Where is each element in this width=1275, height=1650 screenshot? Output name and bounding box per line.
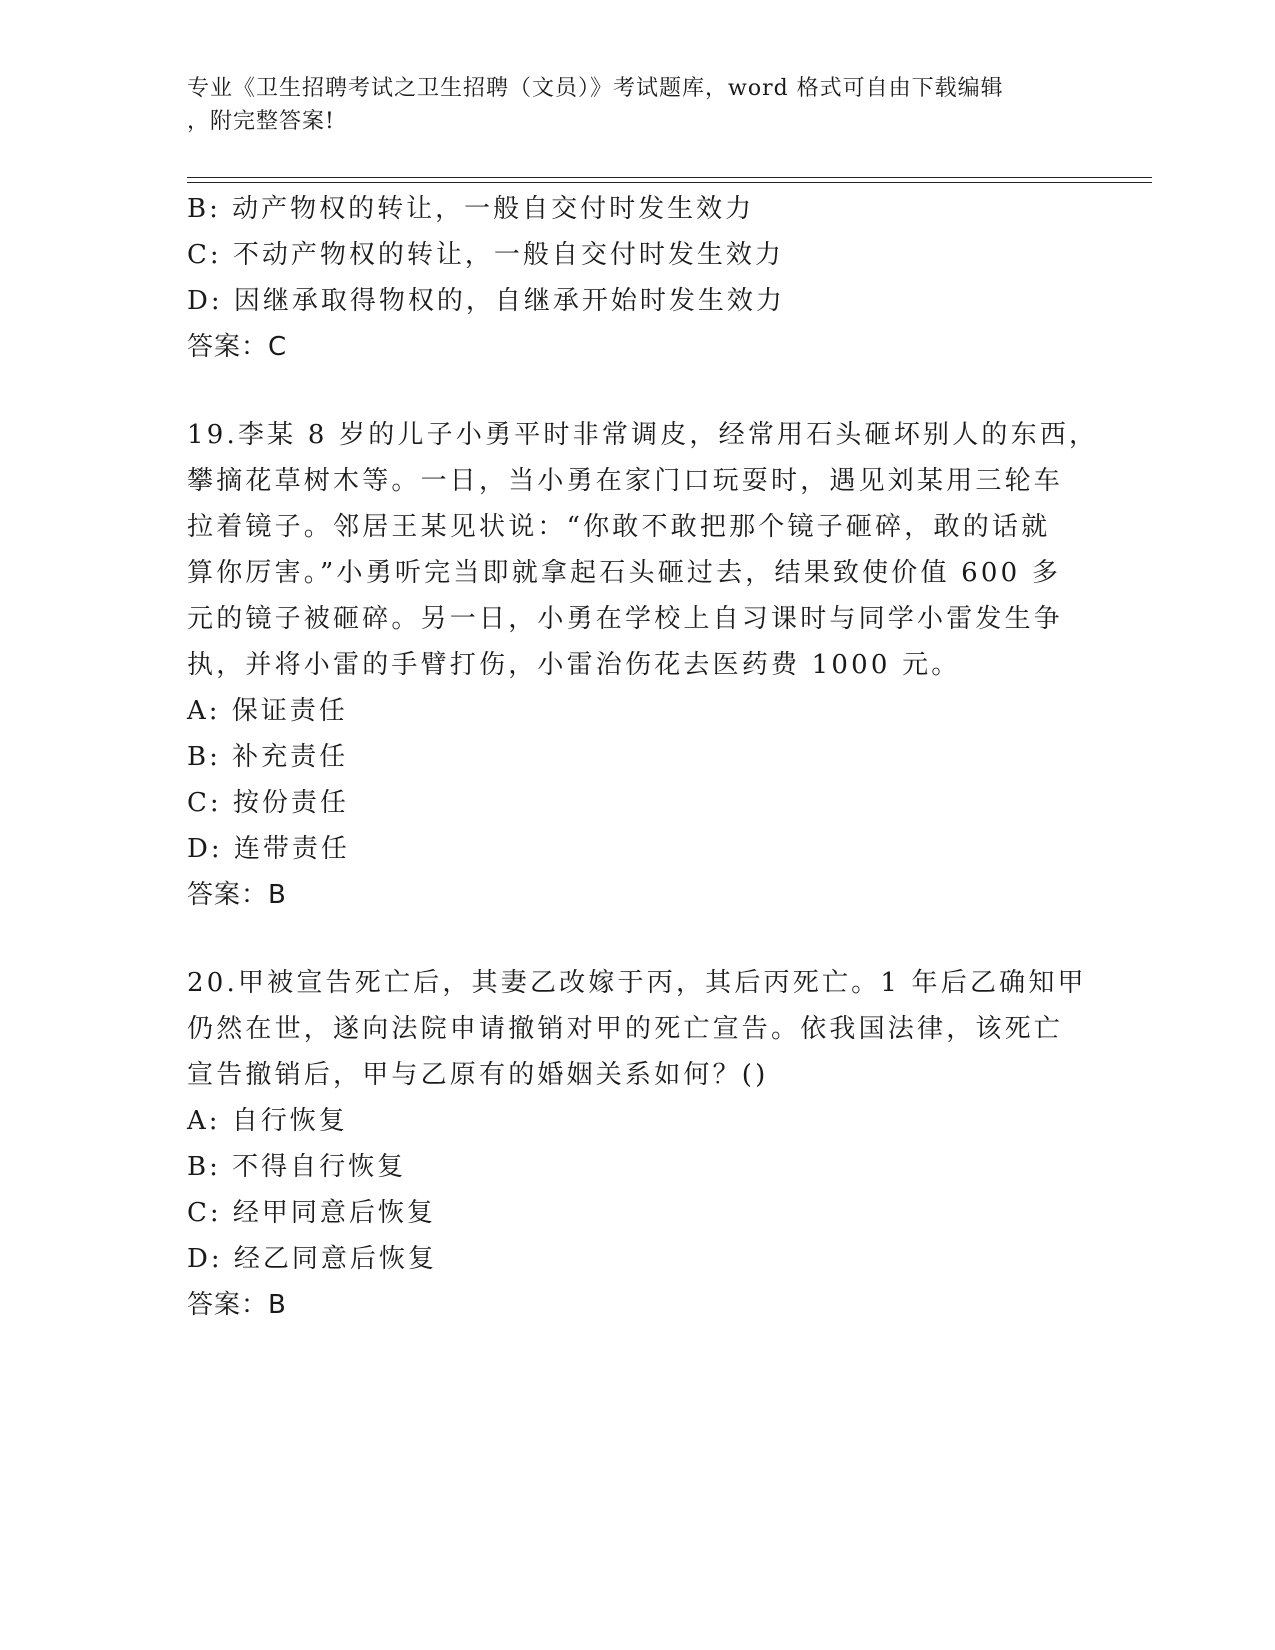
header-rule-bottom [187, 182, 1152, 183]
option-b: B: 动产物权的转让，一般自交付时发生效力 [187, 194, 755, 224]
option-a: A: 保证责任 [187, 696, 348, 726]
answer-line: 答案：B [187, 880, 287, 910]
stem-line: 元的镜子被砸碎。另一日，小勇在学校上自习课时与同学小雷发生争 [187, 604, 1064, 634]
document-header [187, 72, 1067, 138]
option-b: B: 不得自行恢复 [187, 1152, 407, 1182]
question-20 [187, 960, 1087, 1328]
option-a: A: 自行恢复 [187, 1106, 348, 1136]
stem-line: 拉着镜子。邻居王某见状说：“你敢不敢把那个镜子砸碎，敢的话就 [187, 512, 1051, 542]
question-stem [187, 412, 1099, 688]
header-line-2: ，附完整答案! [187, 109, 335, 134]
stem-line: 19.李某 8 岁的儿子小勇平时非常调皮，经常用石头砸坏别人的东西， [187, 420, 1099, 450]
stem-line: 仍然在世，遂向法院申请撤销对甲的死亡宣告。依我国法律，该死亡 [187, 1014, 1064, 1044]
option-c: C: 按份责任 [187, 788, 349, 818]
option-d: D: 因继承取得物权的，自继承开始时发生效力 [187, 286, 785, 316]
option-b: B: 补充责任 [187, 742, 349, 772]
question-18-tail [187, 186, 1087, 370]
question-19 [187, 412, 1099, 918]
stem-line: 攀摘花草树木等。一日，当小勇在家门口玩耍时，遇见刘某用三轮车 [187, 466, 1064, 496]
stem-line: 20.甲被宣告死亡后，其妻乙改嫁于丙，其后丙死亡。1 年后乙确知甲 [187, 968, 1087, 998]
stem-line: 执，并将小雷的手臂打伤，小雷治伤花去医药费 1000 元。 [187, 650, 961, 680]
stem-line: 宣告撤销后，甲与乙原有的婚姻关系如何？() [187, 1060, 769, 1090]
option-d: D: 经乙同意后恢复 [187, 1244, 437, 1274]
header-line-1: 专业《卫生招聘考试之卫生招聘（文员）》考试题库，word 格式可自由下载编辑 [187, 76, 1004, 101]
option-c: C: 不动产物权的转让，一般自交付时发生效力 [187, 240, 784, 270]
question-stem [187, 960, 1087, 1098]
option-d: D: 连带责任 [187, 834, 350, 864]
option-c: C: 经甲同意后恢复 [187, 1198, 436, 1228]
document-body [187, 186, 1099, 1328]
answer-line: 答案：C [187, 332, 288, 362]
answer-line: 答案：B [187, 1290, 287, 1320]
stem-line: 算你厉害。”小勇听完当即就拿起石头砸过去，结果致使价值 600 多 [187, 558, 1062, 588]
header-rule-top [187, 177, 1152, 178]
